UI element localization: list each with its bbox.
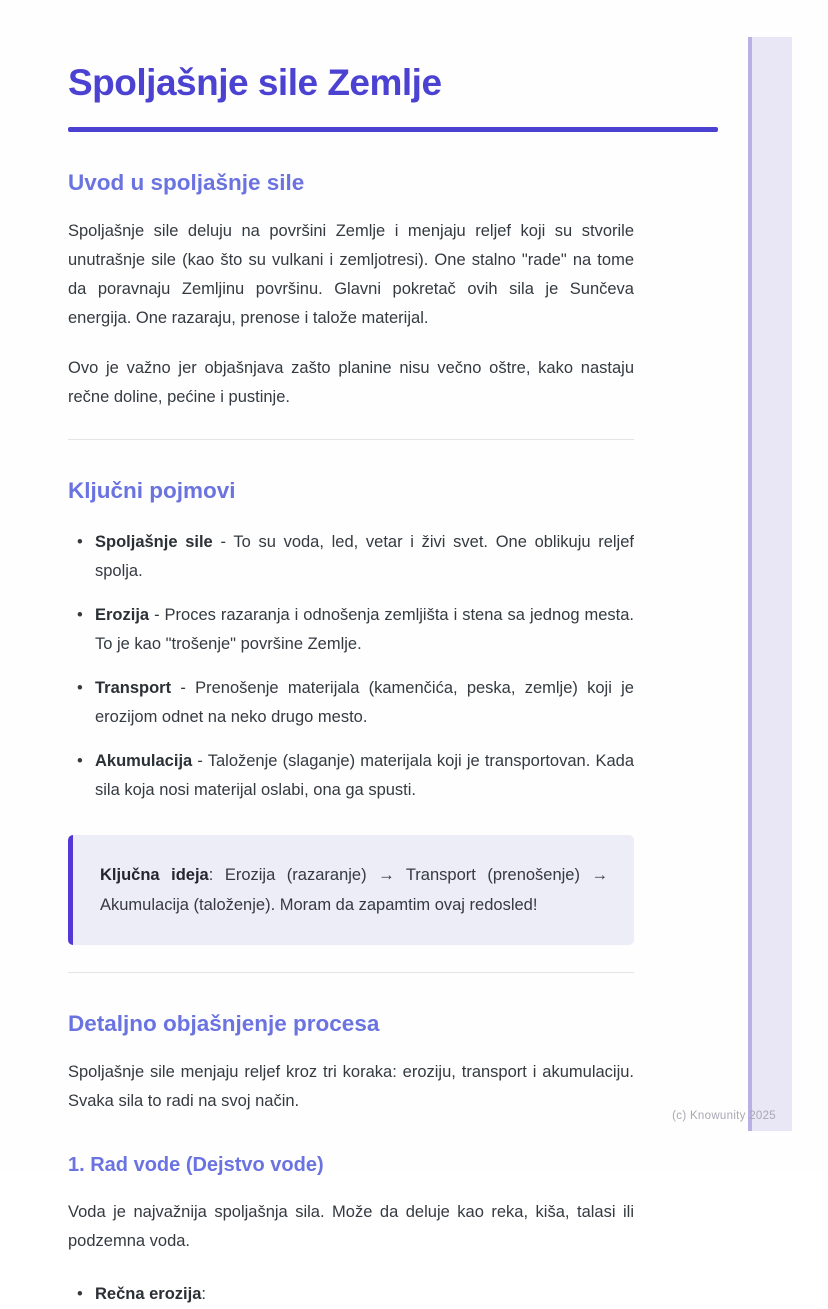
copyright-watermark: (c) Knowunity 2025 xyxy=(672,1110,776,1122)
water-list xyxy=(68,1280,634,1309)
term-label: Rečna erozija xyxy=(95,1284,202,1303)
page-title: Spoljašnje sile Zemlje xyxy=(68,62,442,103)
title-underline xyxy=(68,127,718,132)
key-terms-list xyxy=(68,528,634,805)
intro-paragraph-1: Spoljašnje sile deluju na površini Zemlje i menjaju reljef koji su stvorile unutrašnje sile (kao što su vulkani i zemljotresi). One stalno "rade" na tome da poravnaju Zemljinu površinu. Glavni pokretač ovih sila je Sunčeva energija. One razaraju, prenose i talože materijal. xyxy=(68,221,634,327)
list-item xyxy=(68,1280,634,1309)
document-content xyxy=(68,0,634,1309)
section-heading-intro: Uvod u spoljašnje sile xyxy=(68,169,305,195)
water-paragraph: Voda je najvažnija spoljašnja sila. Može da deluje kao reka, kiša, talasi ili podzemna voda. xyxy=(68,1202,634,1250)
callout-label: Ključna ideja xyxy=(100,865,209,884)
list-item xyxy=(68,601,634,659)
page-edge-strip xyxy=(748,37,792,1131)
section-divider xyxy=(68,972,634,973)
term-description: - To su voda, led, vetar i živi svet. One oblikuju reljef spolja. xyxy=(95,532,634,580)
intro-paragraph-2: Ovo je važno jer objašnjava zašto planine nisu večno oštre, kako nastaju rečne doline, pećine i pustinje. xyxy=(68,358,634,406)
term-label: Transport xyxy=(95,678,172,697)
list-item xyxy=(68,528,634,586)
section-heading-key-terms: Ključni pojmovi xyxy=(68,477,236,503)
term-label: Erozija xyxy=(95,605,150,624)
section-heading-detail: Detaljno objašnjenje procesa xyxy=(68,1010,380,1036)
list-item xyxy=(68,674,634,732)
section-divider xyxy=(68,439,634,440)
sub-heading-water: 1. Rad vode (Dejstvo vode) xyxy=(68,1153,324,1176)
list-item xyxy=(68,747,634,805)
term-label: Spoljašnje sile xyxy=(95,532,213,551)
key-idea-callout xyxy=(68,835,634,945)
term-description: - Proces razaranja i odnošenja zemljišta i stena sa jednog mesta. To je kao "trošenje" površine Zemlje. xyxy=(95,605,634,653)
term-description: - Prenošenje materijala (kamenčića, peska, zemlje) koji je erozijom odnet na neko drugo mesto. xyxy=(95,678,634,726)
term-label: Akumulacija xyxy=(95,751,193,770)
term-description: - Taloženje (slaganje) materijala koji je transportovan. Kada sila koja nosi materijal oslabi, ona ga spusti. xyxy=(95,751,634,799)
detail-paragraph: Spoljašnje sile menjaju reljef kroz tri koraka: eroziju, transport i akumulaciju. Svaka sila to radi na svoj način. xyxy=(68,1062,634,1110)
term-description: : xyxy=(201,1284,206,1303)
callout-text: : Erozija (razaranje) → Transport (prenošenje) → Akumulacija (taloženje). Moram da zapamtim ovaj redosled! xyxy=(100,865,609,914)
